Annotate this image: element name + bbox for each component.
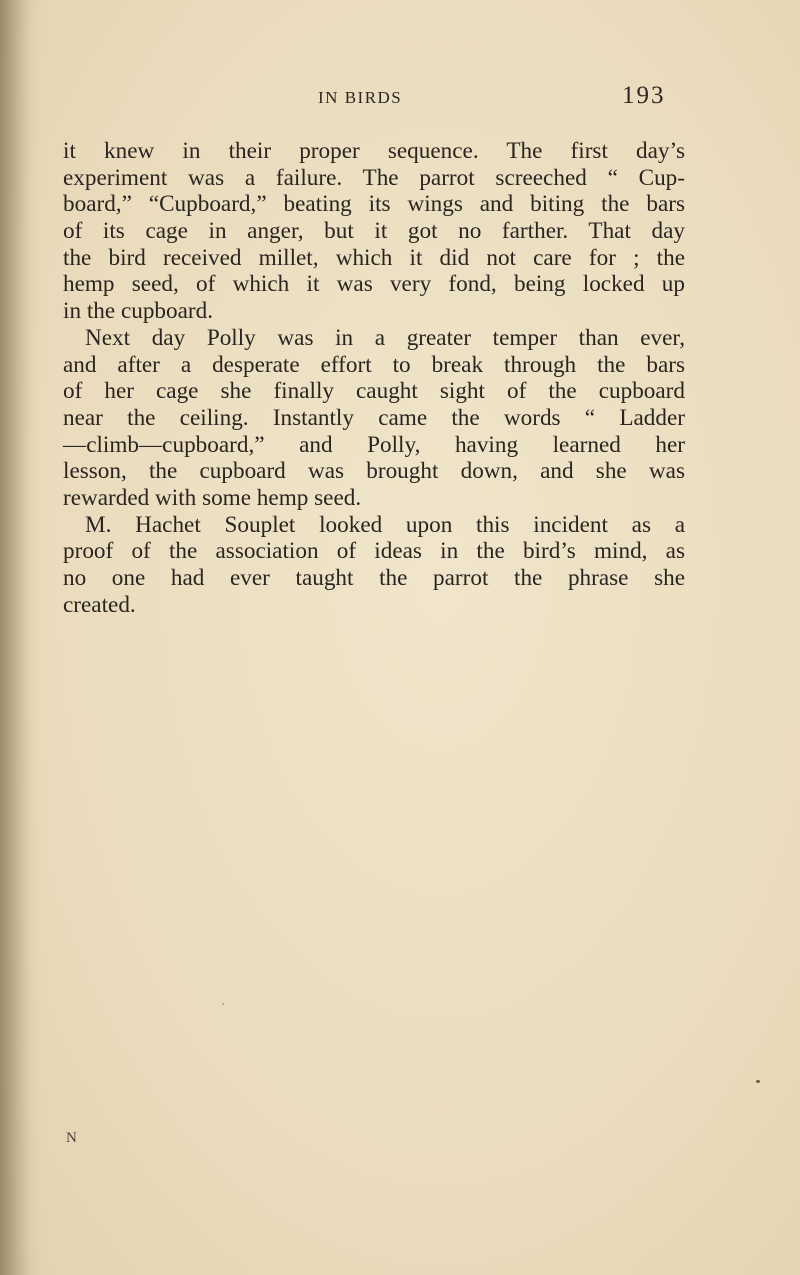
text-line: lesson, the cupboard was brought down, and she was xyxy=(63,458,685,485)
body-text xyxy=(63,138,685,618)
text-line: M. Hachet Souplet looked upon this incident as a xyxy=(85,511,685,538)
text-line: hemp seed, of which it was very fond, being locked up xyxy=(63,271,685,298)
running-head xyxy=(0,82,800,112)
text-line: near the ceiling. Instantly came the words “ Ladder xyxy=(63,404,685,431)
text-line: —climb—cupboard,” and Polly, having learned her xyxy=(63,431,685,458)
text-line: of its cage in anger, but it got no farther. That day xyxy=(63,218,685,245)
text-line: Next day Polly was in a greater temper than ever, xyxy=(85,324,685,351)
text-line: and after a desperate effort to break through the bars xyxy=(63,351,685,378)
text-line: of her cage she finally caught sight of the cupboard xyxy=(63,378,685,405)
paper-speck xyxy=(756,1080,760,1083)
text-line: board,” “Cupboard,” beating its wings and biting the bars xyxy=(63,191,685,218)
text-line: rewarded with some hemp seed. xyxy=(63,484,362,511)
signature-mark: N xyxy=(66,1130,77,1146)
text-line: the bird received millet, which it did not care for ; the xyxy=(63,244,685,271)
text-line: proof of the association of ideas in the bird’s mind, as xyxy=(63,538,685,565)
text-line: experiment was a failure. The parrot screeched “ Cup- xyxy=(63,164,685,191)
text-line: it knew in their proper sequence. The first day’s xyxy=(63,138,685,164)
page-gutter-shadow xyxy=(0,0,30,1275)
text-line: in the cupboard. xyxy=(63,298,214,325)
paper-speck xyxy=(222,1003,224,1005)
page-number: 193 xyxy=(622,82,666,109)
text-line: no one had ever taught the parrot the phrase she xyxy=(63,565,685,591)
text-line: created. xyxy=(63,591,136,618)
running-head-title: IN BIRDS xyxy=(318,88,403,107)
